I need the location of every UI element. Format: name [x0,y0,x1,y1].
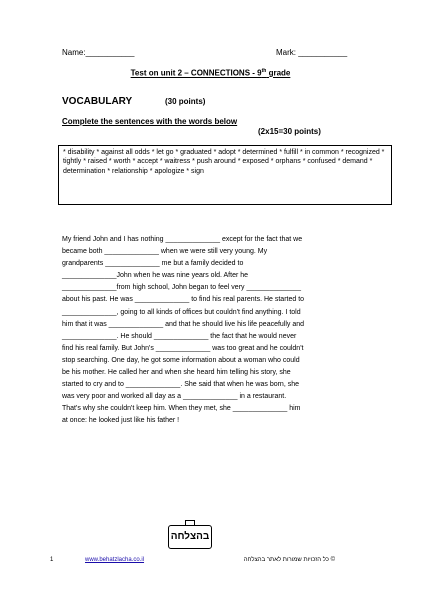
footer-link[interactable] [85,557,144,563]
passage-line: be his mother. He called her and when she heard him telling his story, she [62,369,291,377]
title-main: Test on unit 2 – CONNECTIONS - 9 [130,68,262,78]
passage-line: ______________, going to all kinds of offices but couldn't find anything. I told [62,308,301,316]
footer-link-text[interactable]: www.behatzlacha.co.il [85,557,145,563]
section-heading: VOCABULARY [62,96,133,107]
word-bank-box [58,145,392,205]
passage-line: grandparents ______________ me but a family decided to [62,260,244,268]
mark-field [276,48,347,57]
passage [62,234,374,428]
name-label: Name: [62,48,86,57]
passage-line: started to cry and to ______________. She said that when he was born, she [62,381,299,389]
passage-line: ______________John when he was nine years old. After he [62,272,249,280]
passage-line: find his real family. But John's ______________ was too great and he couldn't [62,344,304,352]
logo-text: בהצלחה [170,531,210,542]
passage-line: was very poor and worked all day as a ______________ in a restaurant. [62,393,287,401]
passage-line: him that it was ______________ and that he should live his life peacefully and [62,320,305,328]
title-superscript: th [261,68,267,74]
instruction-text: Complete the sentences with the words below [62,117,238,126]
passage-line: about his past. He was ______________ to find his real parents. He started to [62,296,305,304]
page-number: 1 [50,557,54,563]
name-blank: ___________ [85,48,135,57]
mark-blank: ___________ [298,48,348,57]
passage-line: That's why she couldn't keep him. When they met, she ______________ him [62,405,301,413]
passage-line: became both ______________ when we were still very young. My [62,248,268,256]
name-field [62,48,135,57]
site-logo [168,525,212,549]
mark-label: Mark: [276,48,296,57]
page-title [0,68,421,78]
passage-line: at once: he looked just like his father ! [62,417,180,425]
copyright-text: © כל הזכויות שמורות לאתר בהצלחה [243,557,335,563]
title-tail: grade [266,68,291,78]
word-bank-text: * disability * against all odds * let go * graduated * adopt * determined * fulfill * in common * recognized * tightly * raised * worth * accept * waitress * push around * exposed * orphans * confused * demand * determination * relationship * apologize * sign [63,149,385,175]
passage-line: stop searching. One day, he got some information about a woman who could [62,356,300,364]
passage-line: My friend John and I has nothing ______________ except for the fact that we [62,236,303,243]
scoring-text: (2x15=30 points) [258,127,321,136]
passage-line: ______________. He should ______________ the fact that he would never [62,332,297,340]
passage-line: ______________from high school, John began to feel very ______________ [62,284,301,292]
section-points: (30 points) [165,97,206,106]
